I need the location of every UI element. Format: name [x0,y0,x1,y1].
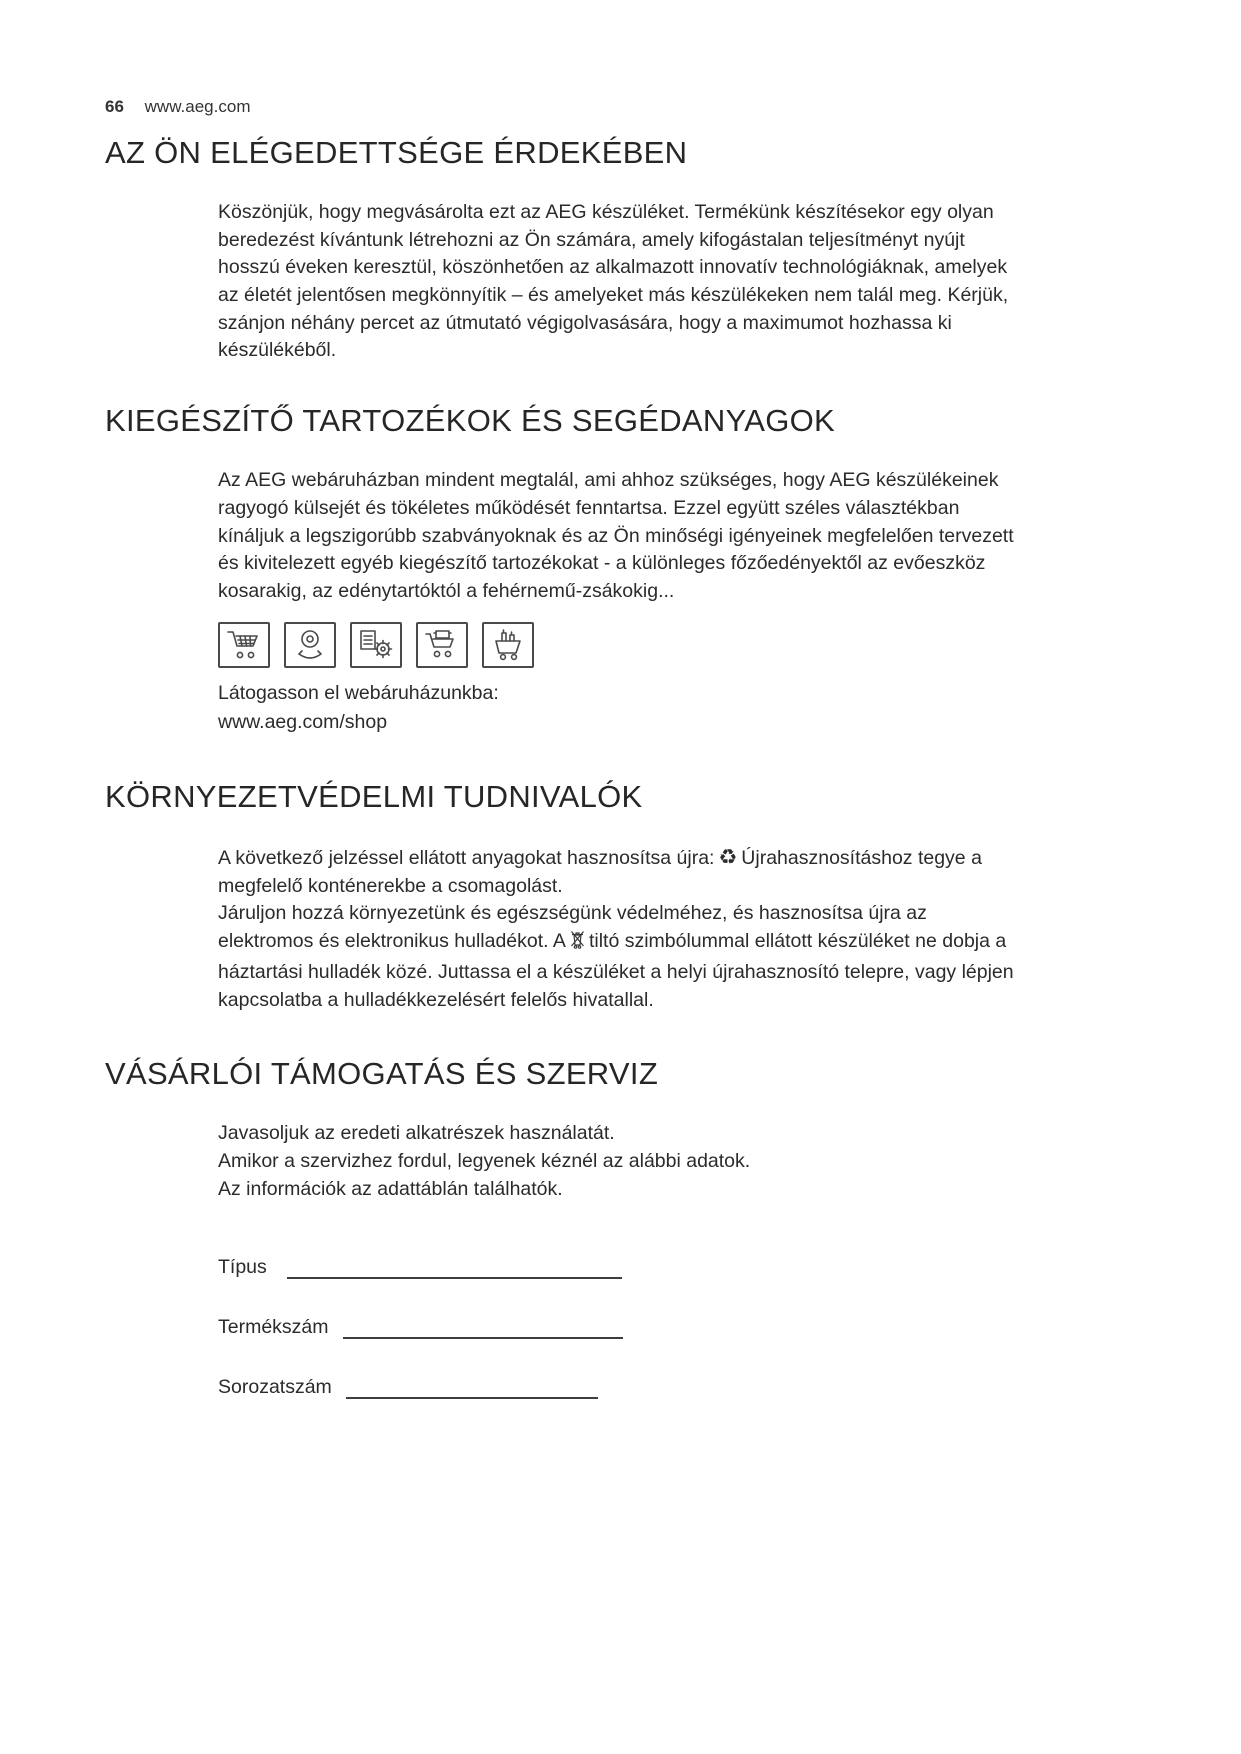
support-line: Az információk az adattáblán találhatók. [218,1177,563,1200]
recycle-icon: ♻ [718,845,738,869]
serial-number-blank-line [346,1373,598,1399]
cart-cookware-icon [416,622,468,668]
support-paragraph [218,1120,1018,1203]
section-title-support: VÁSÁRLÓI TÁMOGATÁS ÉS SZERVIZ [105,1056,659,1092]
environment-paragraph-2: Járuljon hozzá környezetünk és egészségünk védelméhez, és hasznosítsa újra az elektromos és elektronikus hulladékot. A tiltó szimbólummal ellátott készüléket ne dobja a háztartási hulladék közé. Juttassa el a készüléket a helyi újrahasznosító telepre, vagy lépjen kapcsolatba a hulladékkezelésért felelős hivatallal. [218,902,1014,1011]
serial-number-label: Sorozatszám [218,1376,332,1399]
section-title-accessories: KIEGÉSZÍTŐ TARTOZÉKOK ÉS SEGÉDANYAGOK [105,403,836,439]
type-field-row [218,1253,1241,1279]
type-blank-line [287,1253,622,1279]
environment-paragraph-1: A következő jelzéssel ellátott anyagokat hasznosítsa újra: ♻ Újrahasznosításhoz tegye a megfelelő konténerekbe a csomagolást. [218,845,982,897]
shopping-cart-icon [218,622,270,668]
environment-paragraphs [218,843,1018,1014]
satisfaction-paragraph: Köszönjük, hogy megvásárolta ezt az AEG készüléket. Termékünk készítésekor egy olyan beredezést kívántunk létrehozni az Ön számára, amely kifogástalan teljesítményt nyújt hosszú éveken keresztül, köszönhetően az alkalmazott innovatív technológiáknak, amelyek az életét jelentősen megkönnyítik – és amelyeket más készülékeken nem talál meg. Kérjük, szánjon néhány percet az útmutató végigolvasására, hogy a maximumot hozhassa ki készülékéből. [218,201,1009,362]
product-number-label: Termékszám [218,1316,329,1339]
section-title-environment: KÖRNYEZETVÉDELMI TUDNIVALÓK [105,778,643,814]
site-url: www.aeg.com [144,97,251,116]
spare-parts-icon [350,622,402,668]
cart-bottles-icon [482,622,534,668]
support-line: Amikor a szervizhez fordul, legyenek kéznél az alábbi adatok. [218,1149,751,1172]
product-number-field-row [218,1313,1241,1339]
hand-care-icon [284,622,336,668]
product-number-blank-line [343,1313,623,1339]
page-header [105,97,1241,117]
accessories-paragraph: Az AEG webáruházban mindent megtalál, ami ahhoz szükséges, hogy AEG készülékeinek ragyogó külsejét és tökéletes működését fenntartsa. Ezzel együtt széles választékban kínáljuk a legszigorúbb szabványoknak és az Ön minőségi igényeinek megfelelően tervezett és kivitelezett egyéb kiegészítő tartozékokat - a különleges főzőedényektől az evőeszköz kosarakig, az edénytartóktól a fehérnemű-zsákokig... [218,469,1014,602]
serial-number-field-row [218,1373,1241,1399]
appliance-data-form [105,1253,1241,1399]
shop-url: www.aeg.com/shop [218,711,388,734]
section-title-satisfaction: AZ ÖN ELÉGEDETTSÉGE ÉRDEKÉBEN [105,135,688,170]
accessories-icons-row [218,622,1018,668]
type-label: Típus [218,1256,267,1279]
page-number: 66 [105,97,124,116]
support-line: Javasoljuk az eredeti alkatrészek használatát. [218,1122,615,1145]
shop-visit-text: Látogasson el webáruházunkba: [218,681,499,704]
weee-crossed-bin-icon [570,930,585,959]
